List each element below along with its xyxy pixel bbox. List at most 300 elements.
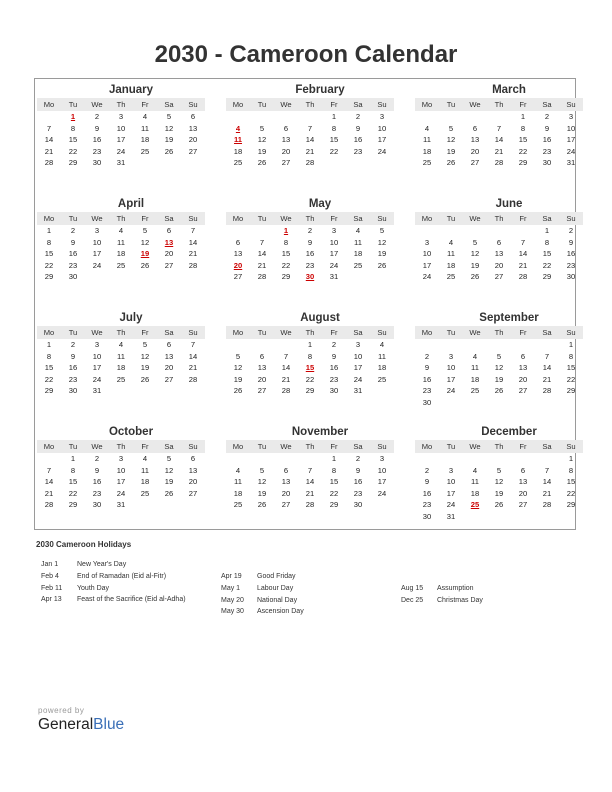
day-cell: 9 bbox=[94, 123, 100, 133]
day-cell: 28 bbox=[188, 374, 198, 384]
day-cell: 16 bbox=[542, 135, 552, 144]
week-row bbox=[415, 260, 583, 272]
day-cell: 14 bbox=[257, 249, 267, 258]
day-cell: 27 bbox=[188, 488, 198, 498]
weekday-header: Tu bbox=[257, 100, 267, 109]
day-cell: 10 bbox=[92, 351, 102, 361]
day-cell bbox=[511, 511, 535, 523]
day-cell: 22 bbox=[68, 146, 78, 156]
day-cell: 16 bbox=[68, 249, 78, 258]
day-cell: 2 bbox=[355, 112, 361, 121]
day-cell: 7 bbox=[259, 237, 265, 247]
brand-name bbox=[38, 716, 124, 734]
day-cell bbox=[463, 111, 487, 123]
day-cell bbox=[181, 499, 205, 511]
day-cell: 21 bbox=[257, 260, 267, 270]
day-cell: 15 bbox=[329, 477, 339, 486]
day-cell: 5 bbox=[259, 465, 265, 475]
day-cell: 11 bbox=[234, 477, 242, 486]
day-cell bbox=[157, 271, 181, 283]
weekday-header: Su bbox=[188, 214, 198, 223]
day-cell: 4 bbox=[355, 226, 361, 235]
day-cell: 18 bbox=[140, 477, 150, 486]
day-cell: 8 bbox=[307, 351, 313, 361]
day-cell bbox=[346, 157, 370, 169]
holiday-item bbox=[221, 583, 391, 595]
weekday-header: We bbox=[280, 442, 292, 451]
day-cell: 6 bbox=[496, 237, 502, 247]
day-cell: 2 bbox=[70, 226, 76, 235]
day-cell: 30 bbox=[329, 386, 339, 395]
day-cell: 18 bbox=[470, 488, 480, 498]
month-name: January bbox=[108, 84, 154, 96]
day-cell bbox=[487, 225, 511, 237]
day-cell: 28 bbox=[494, 158, 504, 167]
weekday-header: Tu bbox=[68, 328, 78, 337]
day-cell: 12 bbox=[377, 237, 387, 247]
day-cell: 28 bbox=[44, 500, 54, 509]
day-cell: 8 bbox=[70, 123, 76, 133]
holiday-date: Aug 15 bbox=[401, 585, 424, 592]
day-cell: 27 bbox=[188, 146, 198, 156]
day-cell bbox=[37, 111, 61, 123]
day-cell: 28 bbox=[305, 500, 315, 509]
day-cell: 14 bbox=[44, 477, 54, 486]
day-cell: 22 bbox=[281, 260, 291, 270]
day-cell: 22 bbox=[44, 374, 54, 384]
day-cell: 6 bbox=[166, 340, 172, 349]
weekday-header: Tu bbox=[257, 214, 267, 223]
day-cell bbox=[463, 453, 487, 465]
day-cell: 4 bbox=[118, 226, 124, 235]
holiday-column bbox=[401, 583, 571, 607]
week-row bbox=[226, 453, 394, 465]
day-cell bbox=[511, 225, 535, 237]
day-cell: 4 bbox=[424, 123, 430, 133]
day-cell: 2 bbox=[544, 112, 550, 121]
day-cell: 23 bbox=[305, 260, 315, 270]
day-cell: 26 bbox=[494, 500, 504, 509]
holiday-name: Youth Day bbox=[77, 584, 110, 592]
day-cell: 22 bbox=[566, 374, 576, 384]
day-cell: 20 bbox=[518, 488, 528, 498]
week-row bbox=[226, 351, 394, 363]
week-row bbox=[415, 511, 583, 523]
day-cell: 9 bbox=[331, 351, 337, 361]
day-cell bbox=[487, 111, 511, 123]
day-cell: 18 bbox=[470, 374, 480, 384]
week-row bbox=[226, 134, 394, 146]
day-cell: 27 bbox=[518, 386, 528, 395]
day-cell: 16 bbox=[353, 135, 363, 144]
weekday-header: Mo bbox=[421, 442, 433, 451]
day-cell bbox=[109, 385, 133, 397]
weekday-header: Th bbox=[305, 442, 315, 451]
day-cell: 3 bbox=[94, 226, 100, 235]
day-cell: 19 bbox=[494, 488, 504, 498]
day-cell: 18 bbox=[116, 249, 126, 258]
day-cell: 7 bbox=[496, 123, 502, 133]
weekday-header: Tu bbox=[68, 214, 78, 223]
day-cell: 15 bbox=[542, 249, 552, 258]
weekday-header: Tu bbox=[257, 328, 267, 337]
week-row bbox=[37, 237, 205, 249]
day-cell: 9 bbox=[424, 477, 430, 486]
day-cell bbox=[181, 271, 205, 283]
day-cell bbox=[346, 271, 370, 283]
holiday-item bbox=[401, 583, 571, 595]
day-cell: 15 bbox=[329, 135, 339, 144]
weekday-header: Mo bbox=[232, 100, 244, 109]
month-march bbox=[415, 82, 583, 169]
day-cell: 15 bbox=[44, 249, 54, 258]
day-cell bbox=[463, 339, 487, 351]
holiday-day-cell: 1 bbox=[70, 112, 76, 121]
day-cell bbox=[439, 339, 463, 351]
calendar-grid bbox=[34, 78, 576, 530]
day-cell: 4 bbox=[472, 465, 478, 475]
weekday-header: Mo bbox=[232, 214, 244, 223]
weekday-header: We bbox=[91, 100, 103, 109]
weekday-header: Sa bbox=[353, 214, 363, 223]
day-cell: 5 bbox=[166, 454, 172, 463]
day-cell: 30 bbox=[92, 500, 102, 509]
day-cell: 14 bbox=[188, 351, 198, 361]
holiday-item bbox=[221, 595, 391, 607]
week-row bbox=[226, 488, 394, 500]
day-cell: 12 bbox=[164, 123, 174, 133]
weekday-header: Fr bbox=[519, 328, 527, 337]
day-cell: 23 bbox=[542, 146, 552, 156]
day-cell: 29 bbox=[281, 272, 291, 281]
week-row bbox=[226, 260, 394, 272]
day-cell: 16 bbox=[92, 477, 102, 486]
day-cell: 27 bbox=[518, 500, 528, 509]
weekday-header: Mo bbox=[421, 100, 433, 109]
month-name: July bbox=[119, 312, 143, 324]
weekday-header: We bbox=[91, 328, 103, 337]
day-cell: 1 bbox=[568, 454, 574, 463]
day-cell: 25 bbox=[116, 374, 126, 384]
day-cell: 18 bbox=[353, 249, 363, 258]
day-cell: 22 bbox=[68, 488, 78, 498]
weekday-header-row bbox=[37, 98, 205, 111]
brand-logo[interactable] bbox=[38, 706, 124, 734]
month-name: June bbox=[495, 198, 523, 210]
day-cell: 15 bbox=[281, 249, 291, 258]
holiday-item bbox=[41, 594, 216, 606]
day-cell: 2 bbox=[307, 226, 313, 235]
day-cell: 17 bbox=[329, 249, 339, 258]
holiday-name: New Year's Day bbox=[77, 561, 127, 568]
month-january bbox=[37, 82, 205, 169]
day-cell: 24 bbox=[377, 146, 387, 156]
day-cell: 12 bbox=[257, 477, 267, 486]
day-cell: 20 bbox=[518, 374, 528, 384]
day-cell: 24 bbox=[446, 500, 456, 509]
month-name: May bbox=[308, 198, 332, 210]
weekday-header: Mo bbox=[421, 328, 433, 337]
day-cell: 10 bbox=[566, 123, 576, 133]
day-cell: 5 bbox=[142, 226, 148, 235]
week-row bbox=[415, 488, 583, 500]
day-cell: 2 bbox=[424, 351, 430, 361]
week-row bbox=[415, 385, 583, 397]
day-cell bbox=[439, 225, 463, 237]
week-row bbox=[415, 374, 583, 386]
day-cell: 25 bbox=[422, 158, 432, 167]
day-cell: 19 bbox=[164, 135, 174, 144]
day-cell: 6 bbox=[259, 351, 265, 361]
day-cell: 21 bbox=[44, 488, 54, 498]
weekday-header: Tu bbox=[446, 100, 456, 109]
day-cell: 17 bbox=[377, 477, 387, 486]
day-cell: 3 bbox=[94, 340, 100, 349]
day-cell bbox=[274, 339, 298, 351]
day-cell: 25 bbox=[233, 158, 243, 167]
day-cell: 17 bbox=[116, 477, 126, 486]
day-cell: 16 bbox=[92, 135, 102, 144]
day-cell: 19 bbox=[164, 477, 174, 486]
day-cell: 24 bbox=[446, 386, 456, 395]
week-row bbox=[37, 248, 205, 260]
day-cell: 6 bbox=[283, 465, 289, 475]
day-cell: 29 bbox=[542, 272, 552, 281]
day-cell: 2 bbox=[94, 454, 100, 463]
day-cell: 13 bbox=[281, 135, 291, 144]
day-cell: 4 bbox=[142, 454, 148, 463]
day-cell bbox=[133, 499, 157, 511]
month-june bbox=[415, 196, 583, 283]
month-name: November bbox=[291, 426, 349, 438]
week-row bbox=[415, 248, 583, 260]
day-cell: 6 bbox=[190, 112, 196, 121]
week-row bbox=[415, 397, 583, 409]
day-cell bbox=[226, 225, 250, 237]
day-cell: 26 bbox=[233, 386, 243, 395]
day-cell: 21 bbox=[44, 146, 54, 156]
holiday-name: Labour Day bbox=[257, 584, 294, 592]
day-cell: 18 bbox=[377, 363, 387, 372]
holiday-day-cell: 19 bbox=[140, 249, 150, 258]
week-row bbox=[415, 453, 583, 465]
day-cell: 21 bbox=[542, 488, 552, 498]
day-cell: 13 bbox=[518, 477, 528, 486]
day-cell: 10 bbox=[116, 465, 126, 475]
day-cell: 5 bbox=[379, 226, 385, 235]
powered-by-text: powered by bbox=[38, 706, 85, 715]
holiday-name: Ascension Day bbox=[257, 608, 304, 616]
day-cell: 14 bbox=[188, 237, 198, 247]
holiday-day-cell: 1 bbox=[283, 226, 289, 235]
day-cell bbox=[511, 397, 535, 409]
month-name: December bbox=[481, 426, 537, 438]
weekday-header: Sa bbox=[164, 100, 174, 109]
day-cell: 9 bbox=[307, 237, 313, 247]
day-cell: 10 bbox=[329, 237, 339, 247]
weekday-header: Sa bbox=[353, 442, 363, 451]
week-row bbox=[226, 339, 394, 351]
day-cell: 23 bbox=[329, 374, 339, 384]
holiday-item bbox=[41, 559, 216, 571]
day-cell: 29 bbox=[44, 386, 54, 395]
day-cell: 21 bbox=[542, 374, 552, 384]
day-cell: 27 bbox=[233, 272, 243, 281]
day-cell: 24 bbox=[566, 146, 576, 156]
week-row bbox=[37, 123, 205, 135]
week-row bbox=[226, 374, 394, 386]
day-cell: 7 bbox=[544, 465, 550, 475]
day-cell: 5 bbox=[496, 351, 502, 361]
day-cell: 10 bbox=[446, 477, 456, 486]
day-cell: 21 bbox=[281, 374, 291, 384]
day-cell: 28 bbox=[44, 158, 54, 167]
day-cell: 12 bbox=[164, 465, 174, 475]
day-cell: 8 bbox=[331, 465, 337, 475]
day-cell bbox=[511, 453, 535, 465]
day-cell: 7 bbox=[190, 340, 196, 349]
weekday-header-row bbox=[415, 98, 583, 111]
day-cell bbox=[37, 453, 61, 465]
day-cell: 15 bbox=[566, 363, 576, 372]
day-cell: 31 bbox=[92, 386, 102, 395]
weekday-header: Th bbox=[494, 442, 504, 451]
weekday-header: Mo bbox=[43, 442, 55, 451]
weekday-header: We bbox=[280, 214, 292, 223]
day-cell: 21 bbox=[518, 260, 528, 270]
month-may bbox=[226, 196, 394, 283]
day-cell: 23 bbox=[566, 260, 576, 270]
day-cell: 26 bbox=[140, 260, 150, 270]
day-cell bbox=[535, 511, 559, 523]
weekday-header: Mo bbox=[43, 100, 55, 109]
day-cell: 11 bbox=[141, 123, 149, 133]
day-cell: 4 bbox=[118, 340, 124, 349]
month-name: February bbox=[295, 84, 345, 96]
day-cell: 20 bbox=[188, 477, 198, 486]
day-cell bbox=[133, 385, 157, 397]
week-row bbox=[37, 488, 205, 500]
day-cell: 17 bbox=[353, 363, 363, 372]
weekday-header-row bbox=[415, 440, 583, 453]
day-cell bbox=[415, 453, 439, 465]
day-cell: 14 bbox=[44, 135, 54, 144]
weekday-header: Fr bbox=[141, 328, 149, 337]
weekday-header: Fr bbox=[519, 100, 527, 109]
week-row bbox=[415, 465, 583, 477]
weekday-header: Tu bbox=[446, 442, 456, 451]
day-cell: 29 bbox=[68, 158, 78, 167]
holiday-date: May 20 bbox=[221, 596, 244, 604]
day-cell: 26 bbox=[140, 374, 150, 384]
weekday-header: Tu bbox=[68, 100, 78, 109]
day-cell: 6 bbox=[520, 465, 526, 475]
day-cell: 7 bbox=[283, 351, 289, 361]
day-cell: 31 bbox=[116, 500, 126, 509]
day-cell bbox=[226, 111, 250, 123]
day-cell: 11 bbox=[117, 351, 125, 361]
weekday-header: Tu bbox=[446, 328, 456, 337]
day-cell: 20 bbox=[257, 374, 267, 384]
day-cell bbox=[157, 499, 181, 511]
week-row bbox=[226, 271, 394, 283]
day-cell: 10 bbox=[92, 237, 102, 247]
day-cell: 26 bbox=[257, 158, 267, 167]
day-cell: 17 bbox=[422, 260, 432, 270]
day-cell: 15 bbox=[518, 135, 528, 144]
weekday-header-row bbox=[415, 212, 583, 225]
day-cell: 23 bbox=[92, 146, 102, 156]
day-cell: 1 bbox=[331, 454, 337, 463]
day-cell: 19 bbox=[494, 374, 504, 384]
week-row bbox=[37, 111, 205, 123]
day-cell bbox=[487, 511, 511, 523]
day-cell: 2 bbox=[424, 465, 430, 475]
weekday-header: Su bbox=[566, 442, 576, 451]
day-cell: 21 bbox=[305, 488, 315, 498]
day-cell: 19 bbox=[446, 146, 456, 156]
day-cell: 6 bbox=[166, 226, 172, 235]
day-cell: 14 bbox=[518, 249, 528, 258]
day-cell bbox=[487, 339, 511, 351]
day-cell: 19 bbox=[377, 249, 387, 258]
brand-name-blue: Blue bbox=[93, 716, 125, 733]
day-cell: 8 bbox=[520, 123, 526, 133]
day-cell: 22 bbox=[542, 260, 552, 270]
day-cell: 18 bbox=[116, 363, 126, 372]
day-cell bbox=[535, 339, 559, 351]
day-cell: 16 bbox=[422, 488, 432, 498]
day-cell: 30 bbox=[422, 511, 432, 521]
day-cell bbox=[487, 453, 511, 465]
day-cell bbox=[298, 111, 322, 123]
day-cell: 23 bbox=[353, 488, 363, 498]
day-cell bbox=[370, 271, 394, 283]
weekday-header: Sa bbox=[353, 328, 363, 337]
day-cell: 25 bbox=[377, 374, 387, 384]
weekday-header-row bbox=[37, 326, 205, 339]
day-cell bbox=[274, 453, 298, 465]
day-cell: 15 bbox=[566, 477, 576, 486]
month-august bbox=[226, 310, 394, 397]
day-cell bbox=[157, 385, 181, 397]
weekday-header: Su bbox=[188, 442, 198, 451]
holiday-day-cell: 13 bbox=[164, 237, 174, 247]
day-cell: 9 bbox=[544, 123, 550, 133]
day-cell bbox=[274, 111, 298, 123]
day-cell: 30 bbox=[92, 158, 102, 167]
day-cell: 5 bbox=[472, 237, 478, 247]
day-cell: 25 bbox=[233, 500, 243, 509]
day-cell: 5 bbox=[259, 123, 265, 133]
day-cell: 28 bbox=[188, 260, 198, 270]
holiday-item bbox=[41, 583, 216, 595]
day-cell: 10 bbox=[377, 123, 387, 133]
day-cell: 11 bbox=[447, 249, 455, 258]
day-cell bbox=[133, 157, 157, 169]
day-cell: 6 bbox=[235, 237, 241, 247]
day-cell: 20 bbox=[281, 488, 291, 498]
weekday-header: Th bbox=[494, 100, 504, 109]
day-cell: 20 bbox=[494, 260, 504, 270]
day-cell: 1 bbox=[70, 454, 76, 463]
day-cell: 1 bbox=[331, 112, 337, 121]
day-cell: 31 bbox=[446, 511, 456, 521]
day-cell: 28 bbox=[257, 272, 267, 281]
day-cell bbox=[226, 339, 250, 351]
day-cell: 16 bbox=[566, 249, 576, 258]
day-cell: 10 bbox=[446, 363, 456, 372]
